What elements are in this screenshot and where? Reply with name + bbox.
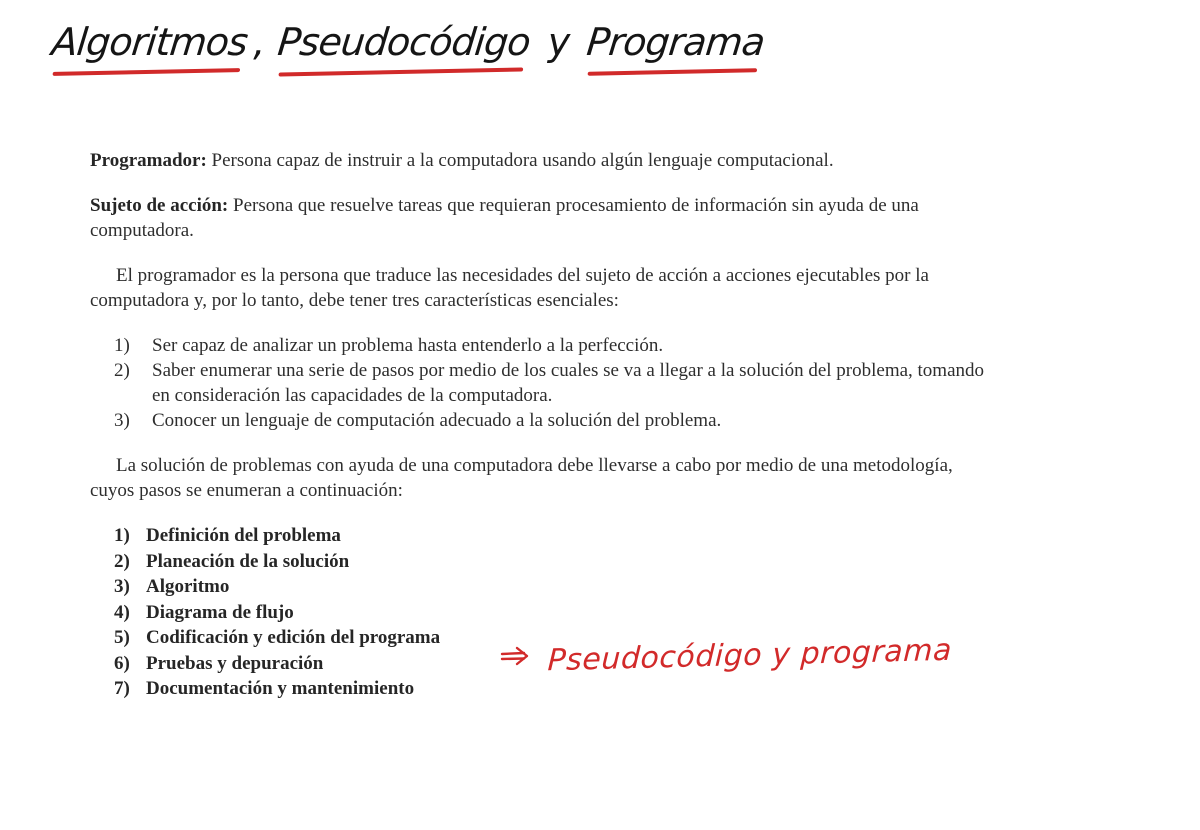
definition-term: Programador: bbox=[90, 150, 207, 171]
list-item bbox=[90, 549, 990, 575]
list-item-text: Diagrama de flujo bbox=[146, 601, 294, 623]
list-item-text: Planeación de la solución bbox=[146, 550, 350, 572]
requirements-list bbox=[90, 333, 990, 433]
definition-sujeto-de-accion bbox=[90, 193, 990, 243]
title-word-programa-text: Programa bbox=[585, 20, 767, 64]
list-item-number: 5) bbox=[114, 627, 130, 648]
list-item-text: Ser capaz de analizar un problema hasta entenderlo a la perfección. bbox=[152, 335, 664, 356]
annotation-text: Pseudocódigo y programa bbox=[546, 632, 953, 679]
list-item bbox=[90, 676, 990, 702]
list-item-number: 3) bbox=[114, 576, 130, 597]
document-body bbox=[90, 148, 990, 702]
list-item-number: 7) bbox=[114, 678, 130, 699]
list-item-text: Definición del problema bbox=[146, 525, 341, 546]
list-item-number: 2) bbox=[114, 360, 130, 381]
definition-programador bbox=[90, 148, 990, 173]
list-item bbox=[90, 574, 990, 600]
methodology-steps-list bbox=[90, 523, 990, 702]
title-underline-1 bbox=[52, 68, 240, 76]
list-item bbox=[90, 358, 990, 408]
title-word-algoritmos bbox=[50, 20, 250, 64]
list-item bbox=[90, 600, 990, 626]
list-item-text: Algoritmo bbox=[146, 576, 230, 597]
handwritten-annotation bbox=[500, 632, 953, 679]
definition-text: Persona capaz de instruir a la computadora usando algún lenguaje computacional. bbox=[206, 150, 834, 171]
list-item bbox=[90, 333, 990, 358]
list-item-number: 6) bbox=[114, 652, 130, 674]
list-item-number: 2) bbox=[114, 550, 130, 572]
method-paragraph: La solución de problemas con ayuda de una computadora debe llevarse a cabo por medio de una metodología, cuyos pasos se enumeran a continuación: bbox=[90, 455, 953, 501]
title-word-pseudocodigo bbox=[276, 20, 532, 64]
intro-paragraph: El programador es la persona que traduce las necesidades del sujeto de acción a acciones ejecutables por la computadora y, por lo tanto, debe tener tres características esenciales: bbox=[90, 265, 929, 311]
definition-text: Persona que resuelve tareas que requieran procesamiento de información sin ayuda de una computadora. bbox=[90, 195, 919, 241]
handwritten-title bbox=[49, 20, 767, 100]
list-item-text: Codificación y edición del programa bbox=[146, 627, 441, 648]
title-word-algoritmos-text: Algoritmos bbox=[49, 20, 250, 64]
list-item-text: Pruebas y depuración bbox=[146, 652, 324, 674]
double-arrow-right-icon bbox=[500, 645, 530, 667]
definition-term: Sujeto de acción: bbox=[90, 195, 229, 216]
list-item bbox=[90, 523, 990, 549]
title-conjunction: y bbox=[547, 20, 570, 64]
title-word-programa bbox=[585, 20, 767, 64]
list-item-text: Documentación y mantenimiento bbox=[146, 678, 415, 699]
list-item bbox=[90, 408, 990, 433]
list-item-number: 3) bbox=[114, 410, 130, 431]
list-item-number: 1) bbox=[114, 525, 130, 546]
title-underline-2 bbox=[279, 67, 524, 76]
title-word-pseudocodigo-text: Pseudocódigo bbox=[275, 20, 533, 64]
title-underline-3 bbox=[588, 68, 758, 76]
list-item-number: 1) bbox=[114, 335, 130, 356]
title-separator: , bbox=[253, 20, 265, 64]
list-item-text: Saber enumerar una serie de pasos por medio de los cuales se va a llegar a la solución del problema, tomando en consideración las capacidades de la computadora. bbox=[152, 360, 985, 406]
list-item-number: 4) bbox=[114, 601, 130, 623]
list-item-text: Conocer un lenguaje de computación adecuado a la solución del problema. bbox=[152, 410, 722, 431]
